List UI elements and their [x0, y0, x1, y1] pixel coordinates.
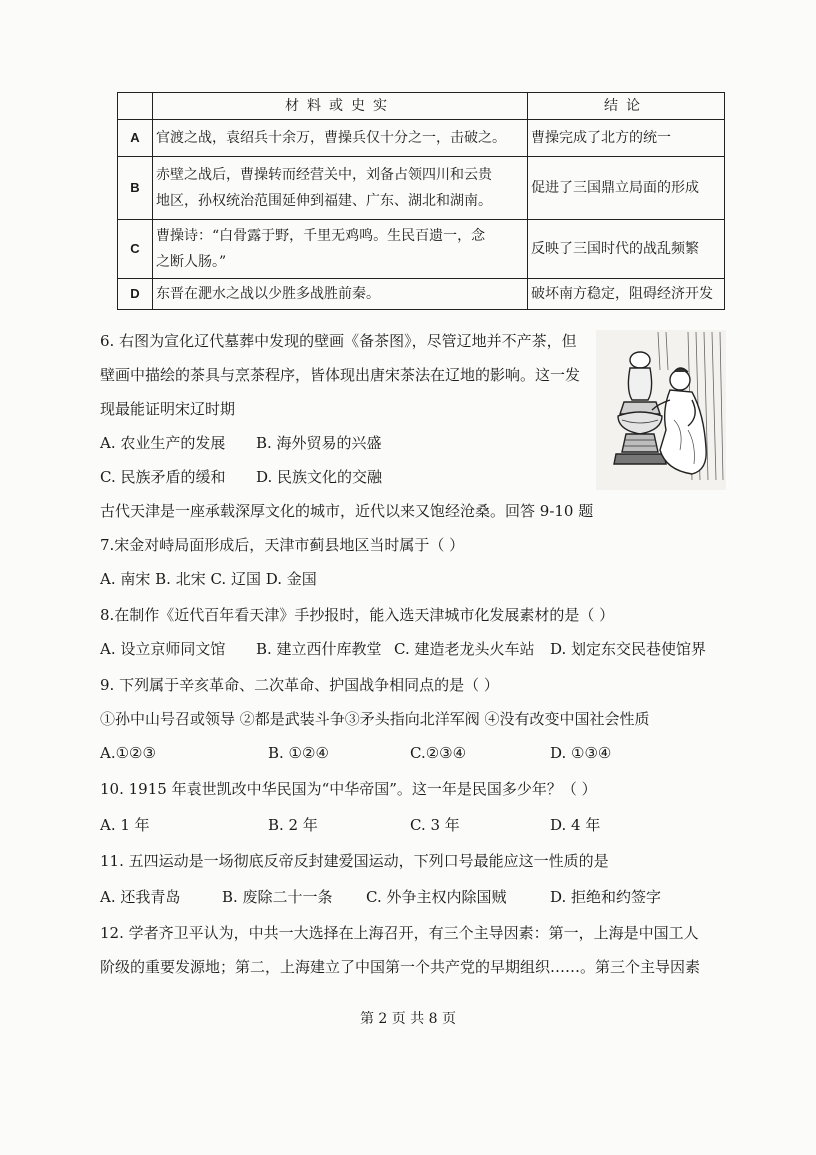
table-row	[118, 157, 725, 220]
q11-option-a[interactable]: A. 还我青岛	[100, 888, 181, 906]
row-label: B	[118, 157, 153, 220]
q11-option-c[interactable]: C. 外争主权内除国贼	[366, 888, 507, 906]
q6-stem-line2: 壁画中描绘的茶具与烹茶程序，皆体现出唐宋茶法在辽地的影响。这一发	[100, 366, 581, 384]
q9-option-c[interactable]: C.②③④	[410, 744, 467, 762]
q12-stem-line2: 阶级的重要发源地；第二，上海建立了中国第一个共产党的早期组织……。第三个主导因素	[100, 958, 701, 976]
q9-option-b[interactable]: B. ①②④	[268, 744, 329, 762]
q10-option-c[interactable]: C. 3 年	[410, 816, 460, 834]
row-material-line: 之断人肠。”	[156, 254, 227, 270]
q11-option-b[interactable]: B. 废除二十一条	[222, 888, 333, 906]
q8-option-d[interactable]: D. 划定东交民巷使馆界	[550, 640, 707, 658]
row-label: D	[118, 279, 153, 310]
history-conclusion-table	[117, 92, 725, 310]
q11-option-d[interactable]: D. 拒绝和约签字	[550, 888, 662, 906]
q7-options[interactable]: A. 南宋 B. 北宋 C. 辽国 D. 金国	[100, 570, 317, 588]
q6-option-d[interactable]: D. 民族文化的交融	[256, 468, 383, 486]
q9-stem: 9. 下列属于辛亥革命、二次革命、护国战争相同点的是（ ）	[100, 676, 499, 694]
table-row	[118, 120, 725, 157]
q10-option-a[interactable]: A. 1 年	[100, 816, 150, 834]
page-footer: 第 2 页 共 8 页	[359, 1011, 457, 1027]
row-conclusion: 曹操完成了北方的统一	[528, 120, 725, 157]
q10-option-d[interactable]: D. 4 年	[550, 816, 601, 834]
table-header-material: 材料或史实	[153, 93, 528, 120]
q9-items: ①孙中山号召或领导 ②都是武装斗争③矛头指向北洋军阀 ④没有改变中国社会性质	[100, 710, 650, 728]
q8-option-c[interactable]: C. 建造老龙头火车站	[394, 640, 535, 658]
row-label: A	[118, 120, 153, 157]
q6-option-c[interactable]: C. 民族矛盾的缓和	[100, 468, 226, 486]
q9-option-a[interactable]: A.①②③	[100, 744, 156, 762]
row-material: 东晋在淝水之战以少胜多战胜前秦。	[153, 279, 528, 310]
tea-preparation-mural-image	[596, 330, 726, 490]
row-material-line: 赤壁之战后，曹操转而经营关中，刘备占领四川和云贵	[156, 167, 492, 183]
row-material	[153, 157, 528, 220]
row-material	[153, 220, 528, 279]
table-header-row	[118, 93, 725, 120]
row-conclusion: 促进了三国鼎立局面的形成	[528, 157, 725, 220]
q12-stem-line1: 12. 学者齐卫平认为，中共一大选择在上海召开，有三个主导因素：第一，上海是中国工人	[100, 924, 699, 942]
q11-stem: 11. 五四运动是一场彻底反帝反封建爱国运动，下列口号最能应这一性质的是	[100, 852, 609, 870]
table-header-label	[118, 93, 153, 120]
q8-option-b[interactable]: B. 建立西什库教堂	[256, 640, 382, 658]
row-conclusion: 反映了三国时代的战乱频繁	[528, 220, 725, 279]
q10-option-b[interactable]: B. 2 年	[268, 816, 318, 834]
row-label: C	[118, 220, 153, 279]
q6-stem-line1: 6. 右图为宣化辽代墓葬中发现的壁画《备茶图》，尽管辽地并不产茶，但	[100, 332, 577, 350]
q6-option-b[interactable]: B. 海外贸易的兴盛	[256, 434, 382, 452]
row-material-line: 曹操诗：“白骨露于野，千里无鸡鸣。生民百遗一，念	[156, 228, 486, 244]
row-material-line: 地区，孙权统治范围延伸到福建、广东、湖北和湖南。	[156, 193, 492, 209]
table-row	[118, 220, 725, 279]
q9-option-d[interactable]: D. ①③④	[550, 744, 612, 762]
table-row	[118, 279, 725, 310]
q8-stem: 8.在制作《近代百年看天津》手抄报时，能入选天津城市化发展素材的是（ ）	[100, 606, 615, 624]
row-material: 官渡之战，袁绍兵十余万，曹操兵仅十分之一，击破之。	[153, 120, 528, 157]
q7-stem: 7.宋金对峙局面形成后，天津市蓟县地区当时属于（ ）	[100, 536, 465, 554]
q8-option-a[interactable]: A. 设立京师同文馆	[100, 640, 226, 658]
q6-stem-line3: 现最能证明宋辽时期	[100, 400, 236, 418]
table-header-conclusion: 结论	[528, 93, 725, 120]
row-conclusion: 破坏南方稳定，阻碍经济开发	[528, 279, 725, 310]
q6-option-a[interactable]: A. 农业生产的发展	[100, 434, 226, 452]
intro-9-10: 古代天津是一座承载深厚文化的城市，近代以来又饱经沧桑。回答 9-10 题	[100, 502, 594, 520]
q10-stem: 10. 1915 年袁世凯改中华民国为“中华帝国”。这一年是民国多少年？（ ）	[100, 780, 597, 798]
